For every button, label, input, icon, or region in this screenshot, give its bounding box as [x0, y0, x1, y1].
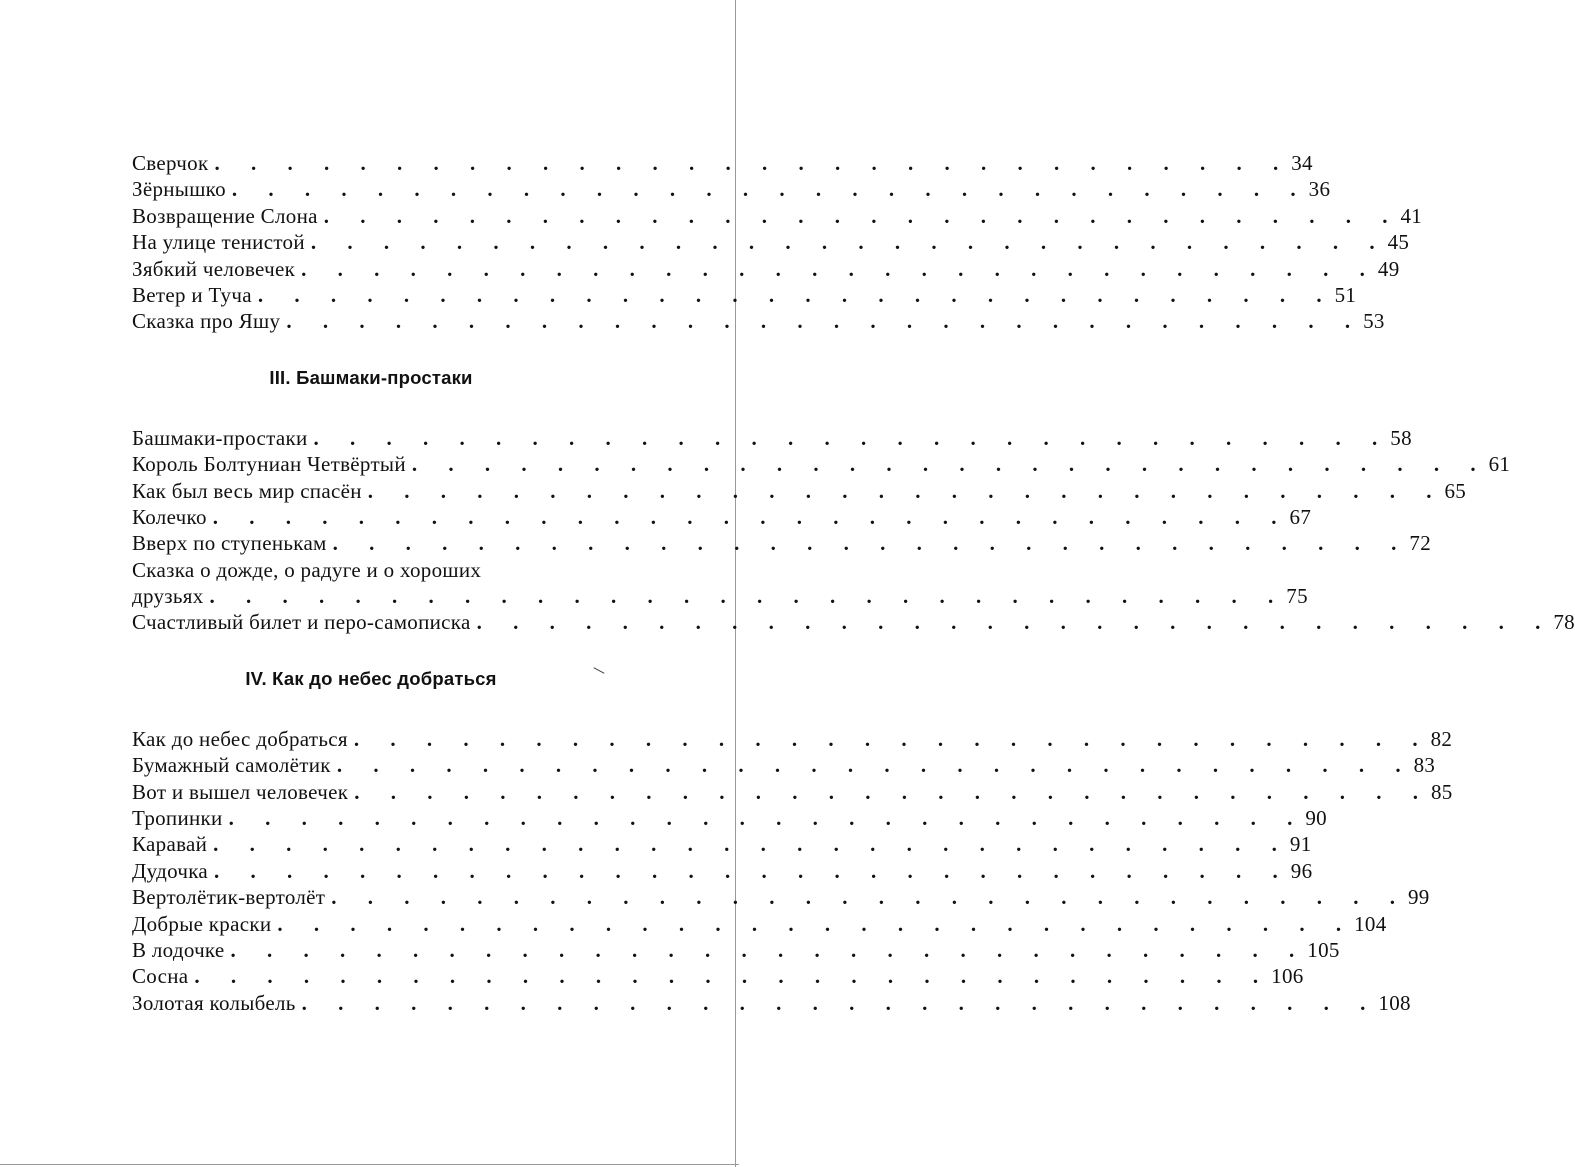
toc-entry-title: Вот и вышел человечек — [132, 779, 349, 804]
toc-entry-page: 51 — [1334, 282, 1357, 307]
toc-entry-title: Дудочка — [132, 858, 209, 883]
toc-entry-page: 104 — [1354, 911, 1387, 936]
toc-entry — [132, 726, 1453, 752]
dot-leader: . . . . . . . . . . . . . . . . . . . . . . . . . . . . . . — [230, 937, 1308, 962]
toc-entry-page: 75 — [1286, 584, 1308, 609]
toc-entry-page: 49 — [1377, 256, 1400, 281]
dot-leader: . . . . . . . . . . . . . . . . . . . . . . . . . . . . . . — [194, 964, 1272, 989]
toc-entry — [132, 308, 1385, 334]
section-gap — [132, 335, 610, 365]
section-heading: IV. Как до небес добраться — [245, 667, 497, 689]
toc-entry-title: Добрые краски — [132, 911, 272, 936]
toc-entry-page: 34 — [1291, 151, 1313, 175]
toc-entry — [132, 609, 1575, 635]
toc-entry-page: 78 — [1553, 610, 1575, 635]
toc-entry — [132, 282, 1357, 308]
toc-entry — [132, 504, 1312, 530]
toc-entry-title: Сосна — [132, 964, 189, 989]
toc-entry-title: Вертолётик-вертолёт — [132, 885, 326, 910]
dot-leader: . . . . . . . . . . . . . . . . . . . . . . . . . . . . . . — [213, 832, 1290, 857]
dot-leader: . . . . . . . . . . . . . . . . . . . . . . . . . . . . . . — [336, 753, 1414, 778]
section-gap — [132, 692, 610, 726]
toc-entry — [132, 150, 1313, 176]
toc-entry-title: Сверчок — [132, 151, 209, 175]
dot-leader: . . . . . . . . . . . . . . . . . . . . . . . . . . . . . . — [354, 779, 1431, 804]
toc-entry-page: 85 — [1430, 779, 1453, 804]
toc-entry-title: На улице тенистой — [132, 230, 305, 255]
dot-leader: . . . . . . . . . . . . . . . . . . . . . . . . . . . . . . — [214, 151, 1292, 175]
dot-leader: . . . . . . . . . . . . . . . . . . . . . . . . . . . . . . — [367, 478, 1445, 503]
toc-entry-page: 96 — [1290, 858, 1313, 883]
toc-entry-title: Как был весь мир спасён — [132, 478, 362, 503]
toc-entry-page: 82 — [1430, 726, 1453, 751]
dot-leader: . . . . . . . . . . . . . . . . . . . . . . . . . . . . . . — [411, 452, 1489, 477]
dot-leader: . . . . . . . . . . . . . . . . . . . . . . . . . . . . . . — [214, 858, 1291, 883]
toc-entry — [132, 478, 1467, 504]
dot-leader: . . . . . . . . . . . . . . . . . . . . . . . . . . . . . . — [301, 256, 1378, 281]
toc-entry — [132, 176, 1331, 202]
toc-entry — [132, 203, 1423, 229]
toc-entry — [132, 963, 1304, 989]
toc-entry — [132, 557, 610, 583]
toc-entry-page: 53 — [1363, 309, 1385, 334]
toc-entry-page: 106 — [1271, 964, 1304, 989]
toc-entry — [132, 451, 1511, 477]
section-heading: III. Башмаки-простаки — [269, 366, 473, 388]
toc-entry-page: 105 — [1307, 937, 1340, 962]
page-edge-bottom — [0, 1164, 739, 1165]
toc-entry — [132, 229, 1410, 255]
toc-entry-page: 45 — [1387, 230, 1410, 255]
toc-entry — [132, 752, 1436, 778]
dot-leader: . . . . . . . . . . . . . . . . . . . . . . . . . . . . . . — [331, 885, 1408, 910]
toc-entry — [132, 805, 1327, 831]
toc-entry — [132, 831, 1312, 857]
toc-entry — [132, 256, 1400, 282]
dot-leader: . . . . . . . . . . . . . . . . . . . . . . . . . . . . . . — [323, 203, 1401, 228]
toc-entry-title: Сказка про Яшу — [132, 309, 281, 334]
toc-entry-page: 65 — [1444, 478, 1467, 503]
toc-entry-page: 41 — [1400, 203, 1423, 228]
toc-entry-title: Король Болтуниан Четвёртый — [132, 452, 406, 477]
toc-entry-page: 91 — [1289, 832, 1312, 857]
dot-leader: . . . . . . . . . . . . . . . . . . . . . . . . . . . . . . — [212, 504, 1290, 529]
toc-entry — [132, 530, 1432, 556]
dot-leader: . . . . . . . . . . . . . . . . . . . . . . . . . . . . . . — [277, 911, 1355, 936]
toc-entry — [132, 884, 1430, 910]
toc-entry — [132, 911, 1387, 937]
toc-entry-title-continuation: друзьях — [132, 584, 204, 609]
toc-entry-title: Тропинки — [132, 806, 223, 831]
dot-leader: . . . . . . . . . . . . . . . . . . . . . . . . . . . . . . — [353, 726, 1431, 751]
toc-entry-page: 67 — [1289, 504, 1312, 529]
toc-entry-page: 61 — [1488, 452, 1511, 477]
dot-leader: . . . . . . . . . . . . . . . . . . . . . . . . . . . . . . — [286, 309, 1364, 334]
toc-entry-page: 36 — [1308, 177, 1331, 202]
dot-leader: . . . . . . . . . . . . . . . . . . . . . . . . . . . . . . — [476, 610, 1554, 635]
section-gap — [132, 636, 610, 666]
dot-leader: . . . . . . . . . . . . . . . . . . . . . . . . . . . . . . — [209, 584, 1287, 609]
toc-entry-title: Счастливый билет и перо-самописка — [132, 610, 471, 635]
dot-leader: . . . . . . . . . . . . . . . . . . . . . . . . . . . . . . — [332, 531, 1410, 556]
toc-entry-page: 108 — [1378, 990, 1411, 1015]
toc-entry — [132, 937, 1340, 963]
toc-entry-title: Колечко — [132, 504, 207, 529]
toc-entry-title: Как до небес добраться — [132, 726, 348, 751]
toc-entry-continuation — [132, 583, 1308, 609]
toc-entry-title: Каравай — [132, 832, 208, 857]
dot-leader: . . . . . . . . . . . . . . . . . . . . . . . . . . . . . . — [257, 282, 1335, 307]
toc-entry-page: 58 — [1390, 425, 1412, 450]
toc-entry-title: Вверх по ступенькам — [132, 531, 327, 556]
toc-entry-title: Возвращение Слона — [132, 203, 318, 228]
section-gap — [132, 391, 610, 425]
dot-leader: . . . . . . . . . . . . . . . . . . . . . . . . . . . . . . — [231, 177, 1309, 202]
toc-entry-page: 83 — [1413, 753, 1436, 778]
toc-entry-title: Башмаки-простаки — [132, 425, 308, 450]
toc-entry-title: Зёрнышко — [132, 177, 226, 202]
toc-entry — [132, 779, 1453, 805]
toc-entry — [132, 425, 1412, 451]
dot-leader: . . . . . . . . . . . . . . . . . . . . . . . . . . . . . . — [228, 806, 1306, 831]
toc-entry-title: Бумажный самолётик — [132, 753, 331, 778]
table-of-contents — [132, 150, 1575, 1016]
toc-entry-page: 72 — [1409, 531, 1432, 556]
toc-entry-title: В лодочке — [132, 937, 225, 962]
toc-entry — [132, 858, 1313, 884]
toc-entry-title: Золотая колыбель — [132, 990, 296, 1015]
dot-leader: . . . . . . . . . . . . . . . . . . . . . . . . . . . . . . — [313, 425, 1391, 450]
toc-entry-title: Зябкий человечек — [132, 256, 296, 281]
toc-entry-title: Сказка о дожде, о радуге и о хороших — [132, 557, 482, 582]
toc-entry-page: 90 — [1305, 806, 1327, 831]
dot-leader: . . . . . . . . . . . . . . . . . . . . . . . . . . . . . . — [310, 230, 1388, 255]
toc-entry-page: 99 — [1407, 885, 1430, 910]
toc-entry-title: Ветер и Туча — [132, 282, 252, 307]
dot-leader: . . . . . . . . . . . . . . . . . . . . . . . . . . . . . . — [301, 990, 1379, 1015]
toc-entry — [132, 990, 1411, 1016]
